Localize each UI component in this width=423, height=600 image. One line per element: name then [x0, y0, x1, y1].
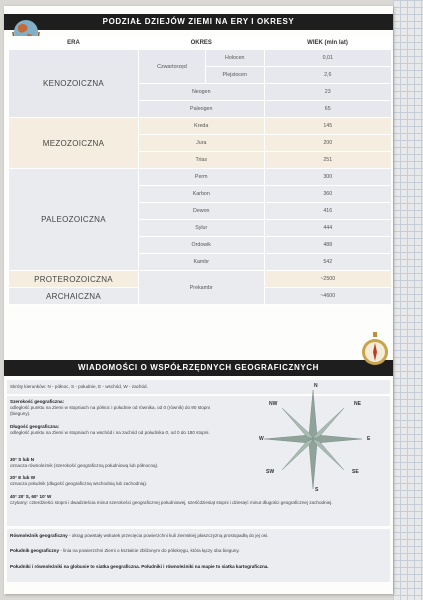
okres-prekambr: Prekambr — [139, 271, 265, 305]
era-mezozoik: MEZOZOICZNA — [9, 118, 139, 169]
example2-text: oznacza południk (długość geograficzną wschodnią lub zachodnią). — [10, 481, 148, 486]
example1-title: 30° S lub N — [10, 457, 35, 462]
compass-s-label: S — [315, 487, 319, 493]
compass-w-label: W — [259, 436, 264, 442]
textbook-page — [4, 6, 393, 594]
okres-cell: Dewon — [139, 203, 265, 220]
wiek-cell: 360 — [264, 186, 391, 203]
okres-cell: Perm — [139, 169, 265, 186]
compass-nw-label: NW — [269, 401, 278, 407]
compass-se-label: SE — [352, 469, 359, 475]
wiek-cell: ~4600 — [264, 288, 391, 305]
okres-cell: Trias — [139, 152, 265, 169]
okres-cell: Holocen — [206, 50, 265, 67]
grid-summary: Południki i równoleżniki na globusie to siatka geograficzna. Południki i równoleżniki na mapie to siatka kartograficzna. — [10, 564, 269, 569]
wiek-cell: 488 — [264, 237, 391, 254]
parallel-definition — [10, 533, 385, 539]
compass-sw-label: SW — [266, 469, 275, 475]
okres-cell: Sylur — [139, 220, 265, 237]
wiek-cell: 251 — [264, 152, 391, 169]
okres-cell: Kambr — [139, 254, 265, 271]
example1-text: oznacza równoleżnik (szerokość geograficzną południową lub północną). — [10, 463, 159, 468]
wiek-cell: 200 — [264, 135, 391, 152]
era-proterozoik: PROTEROZOICZNA — [9, 271, 139, 288]
compass-rose-icon — [254, 382, 372, 497]
grid-paper-edge — [393, 0, 423, 600]
okres-cell: Plejstocen — [206, 67, 265, 84]
okres-cell: Ordowik — [139, 237, 265, 254]
wiek-cell: 444 — [264, 220, 391, 237]
meridian-text: - linia na powierzchni Ziemi o kształcie zbliżonym do półokręgu, która łączy oba bieguny. — [59, 548, 240, 553]
wiek-cell: ~2500 — [264, 271, 391, 288]
wiek-cell: 145 — [264, 118, 391, 135]
okres-cell: Neogen — [139, 84, 265, 101]
abbreviations-text: Skróty kierunków: N - północ, S - południe, E - wschód, W - zachód. — [10, 384, 148, 389]
section-header-eras: PODZIAŁ DZIEJÓW ZIEMI NA ERY I OKRESY — [4, 14, 393, 30]
col-header-wiek: WIEK (mln lat) — [264, 36, 391, 50]
col-header-era: ERA — [9, 36, 139, 50]
wiek-cell: 300 — [264, 169, 391, 186]
era-kenozoik: KENOZOICZNA — [9, 50, 139, 118]
meridian-title: Południk geograficzny — [10, 548, 60, 553]
okres-czwartorzed: Czwartorzęd — [139, 50, 206, 84]
wiek-cell: 542 — [264, 254, 391, 271]
wiek-cell: 23 — [264, 84, 391, 101]
wiek-cell: 2,6 — [264, 67, 391, 84]
wiek-cell: 0,01 — [264, 50, 391, 67]
wiek-cell: 65 — [264, 101, 391, 118]
compass-e-label: E — [367, 436, 371, 442]
longitude-title: Długość geograficzna: — [10, 424, 60, 429]
longitude-text: odległość punktu na Ziemi w stopniach na wschód i na zachód od południka 0, od 0 do 180 stopni. — [10, 430, 210, 435]
compass-n-label: N — [314, 383, 318, 389]
parallel-title: Równoleżnik geograficzny — [10, 533, 68, 538]
latitude-text: odległość punktu na Ziemi w stopniach na północ i południe od równika, od 0 (równik) do 90 stopni (bieguny). — [10, 405, 210, 416]
geologic-time-table — [8, 36, 391, 305]
parallel-text: - okrąg powstały wskutek przecięcia powierzchni kuli ziemskiej płaszczyzną prostopadłą do jej osi. — [67, 533, 269, 538]
compass-icon — [361, 332, 389, 372]
era-archaik: ARCHAICZNA — [9, 288, 139, 305]
example3-text: czytamy: czterdzieści stopni i dwadzieścia minut szerokości geograficznej południowej, sześćdziesiąt stopni i dziesięć minut długości geograficznej zachodniej. — [10, 500, 333, 505]
section-header-coordinates: WIADOMOŚCI O WSPÓŁRZĘDNYCH GEOGRAFICZNYCH — [4, 360, 393, 376]
col-header-okres: OKRES — [139, 36, 265, 50]
example2-title: 20° E lub W — [10, 475, 36, 480]
wiek-cell: 416 — [264, 203, 391, 220]
okres-cell: Paleogen — [139, 101, 265, 118]
meridian-definition — [10, 548, 385, 554]
compass-ne-label: NE — [354, 401, 361, 407]
example3-title: 40° 20' S, 60° 10' W — [10, 494, 52, 499]
latitude-title: Szerokość geograficzna: — [10, 399, 65, 404]
okres-cell: Kreda — [139, 118, 265, 135]
era-paleozoik: PALEOZOICZNA — [9, 169, 139, 271]
okres-cell: Jura — [139, 135, 265, 152]
okres-cell: Karbon — [139, 186, 265, 203]
